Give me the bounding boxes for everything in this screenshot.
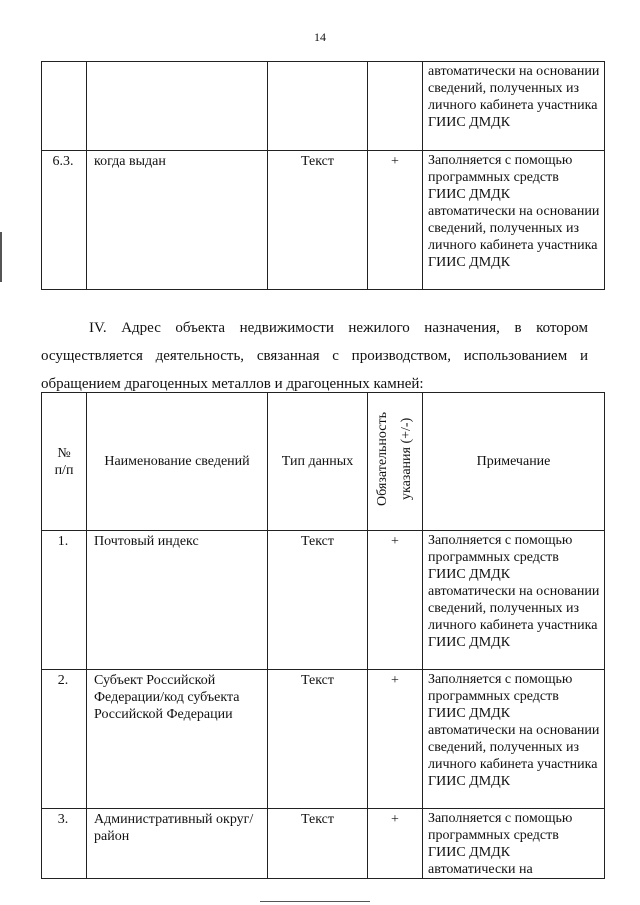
row-number: 2.	[42, 670, 87, 809]
row-field-name: когда выдан	[87, 151, 268, 290]
header-note: Примечание	[423, 393, 605, 531]
table-row	[42, 151, 605, 290]
row-data-type: Текст	[268, 151, 368, 290]
row-number: 6.3.	[42, 151, 87, 290]
row-data-type: Текст	[268, 531, 368, 670]
row-note: Заполняется с помощью программных средств ГИИС ДМДК автоматически на основании сведений, полученных из личного кабинета участника ГИИС ДМДК	[423, 531, 605, 670]
address-table	[41, 392, 605, 879]
row-number	[42, 62, 87, 151]
row-note: автоматически на основании сведений, полученных из личного кабинета участника ГИИС ДМДК	[423, 62, 605, 151]
row-note: Заполняется с помощью программных средств ГИИС ДМДК автоматически на	[423, 809, 605, 879]
row-required-flag: +	[368, 151, 423, 290]
row-data-type: Текст	[268, 670, 368, 809]
scan-edge-mark	[0, 232, 2, 282]
row-field-name: Субъект Российской Федерации/код субъекта Российской Федерации	[87, 670, 268, 809]
table-row	[42, 809, 605, 879]
header-required	[368, 393, 423, 531]
row-note: Заполняется с помощью программных средств ГИИС ДМДК автоматически на основании сведений, полученных из личного кабинета участника ГИИС ДМДК	[423, 151, 605, 290]
header-data-type: Тип данных	[268, 393, 368, 531]
row-data-type: Текст	[268, 809, 368, 879]
section-heading-line: осуществляется деятельность, связанная с производством, использованием и	[41, 348, 588, 364]
row-required-flag	[368, 62, 423, 151]
table-row	[42, 531, 605, 670]
section-heading-line: IV. Адрес объекта недвижимости нежилого назначения, в котором	[89, 320, 588, 336]
table-continuation	[41, 61, 605, 290]
row-required-flag: +	[368, 809, 423, 879]
table-row	[42, 62, 605, 151]
page-number: 14	[314, 30, 326, 44]
row-note: Заполняется с помощью программных средств ГИИС ДМДК автоматически на основании сведений, полученных из личного кабинета участника ГИИС ДМДК	[423, 670, 605, 809]
section-heading-line: обращением драгоценных металлов и драгоценных камней:	[41, 376, 424, 392]
row-field-name: Почтовый индекс	[87, 531, 268, 670]
section-heading	[41, 314, 588, 398]
table-header-row	[42, 393, 605, 531]
scan-edge-mark	[260, 901, 370, 902]
row-required-flag: +	[368, 670, 423, 809]
row-field-name	[87, 62, 268, 151]
row-field-name: Административный округ/район	[87, 809, 268, 879]
row-number: 3.	[42, 809, 87, 879]
row-number: 1.	[42, 531, 87, 670]
row-data-type	[268, 62, 368, 151]
header-field-name: Наименование сведений	[87, 393, 268, 531]
table-row	[42, 670, 605, 809]
row-required-flag: +	[368, 531, 423, 670]
header-required-label: Обязательность указания (+/-)	[375, 412, 414, 506]
header-number: № п/п	[42, 393, 87, 531]
